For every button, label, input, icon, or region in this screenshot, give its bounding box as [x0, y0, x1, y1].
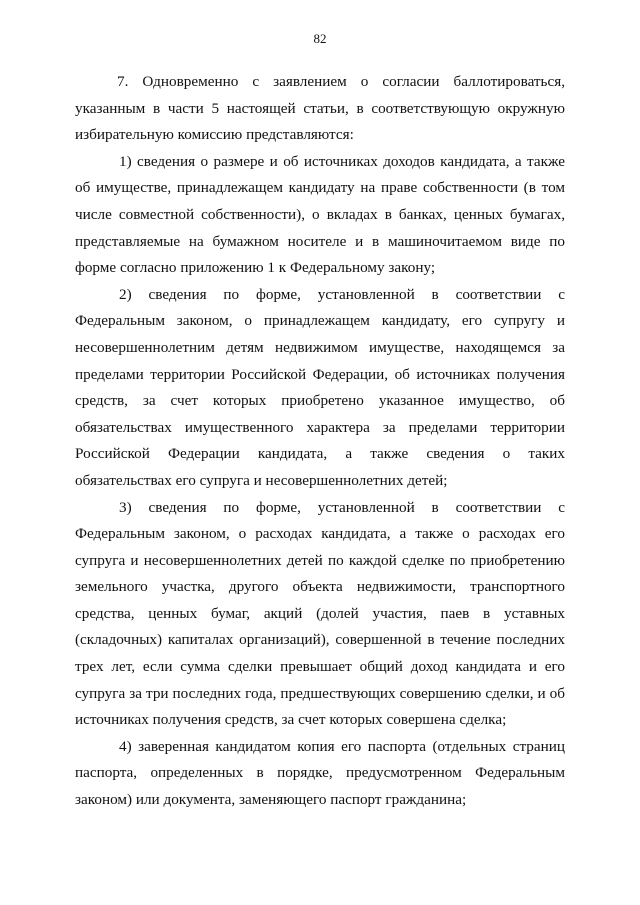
list-item-2: 2) сведения по форме, установленной в соответствии с Федеральным законом, о принадлежащем кандидату, его супругу и несовершеннолетним детям недвижимом имуществе, находящемся за пределами территории Российской Федерации, об источниках получения средств, за счет которых приобретено указанное имущество, об обязательствах имущественного характера за пределами территории Российской Федерации кандидата, а также сведения о таких обязательствах его супруга и несовершеннолетних детей; [75, 285, 565, 489]
list-item-1: 1) сведения о размере и об источниках доходов кандидата, а также об имуществе, принадлежащем кандидату на праве собственности (в том числе совместной собственности), о вкладах в банках, ценных бумагах, представляемые на бумажном носителе и в машиночитаемом виде по форме согласно приложению 1 к Федеральному закону; [75, 152, 565, 277]
paragraph-7: 7. Одновременно с заявлением о согласии баллотироваться, указанным в части 5 настоящей статьи, в соответствующую окружную избирательную комиссию представляются: [75, 73, 565, 144]
list-item-4: 4) заверенная кандидатом копия его паспорта (отдельных страниц паспорта, определенных в порядке, предусмотренном Федеральным законом) или документа, заменяющего паспорт гражданина; [75, 737, 565, 809]
list-item-3: 3) сведения по форме, установленной в соответствии с Федеральным законом, о расходах кандидата, а также о расходах его супруга и несовершеннолетних детей по каждой сделке по приобретению земельного участка, другого объекта недвижимости, транспортного средства, ценных бумаг, акций (долей участия, паев в уставных (складочных) капиталах организаций), совершенной в течение последних трех лет, если сумма сделки превышает общий доход кандидата и его супруга за три последних года, предшествующих совершению сделки, и об источниках получения средств, за счет которых совершена сделка; [75, 498, 565, 729]
page-number: 82 [313, 31, 327, 46]
document-body [75, 69, 565, 814]
